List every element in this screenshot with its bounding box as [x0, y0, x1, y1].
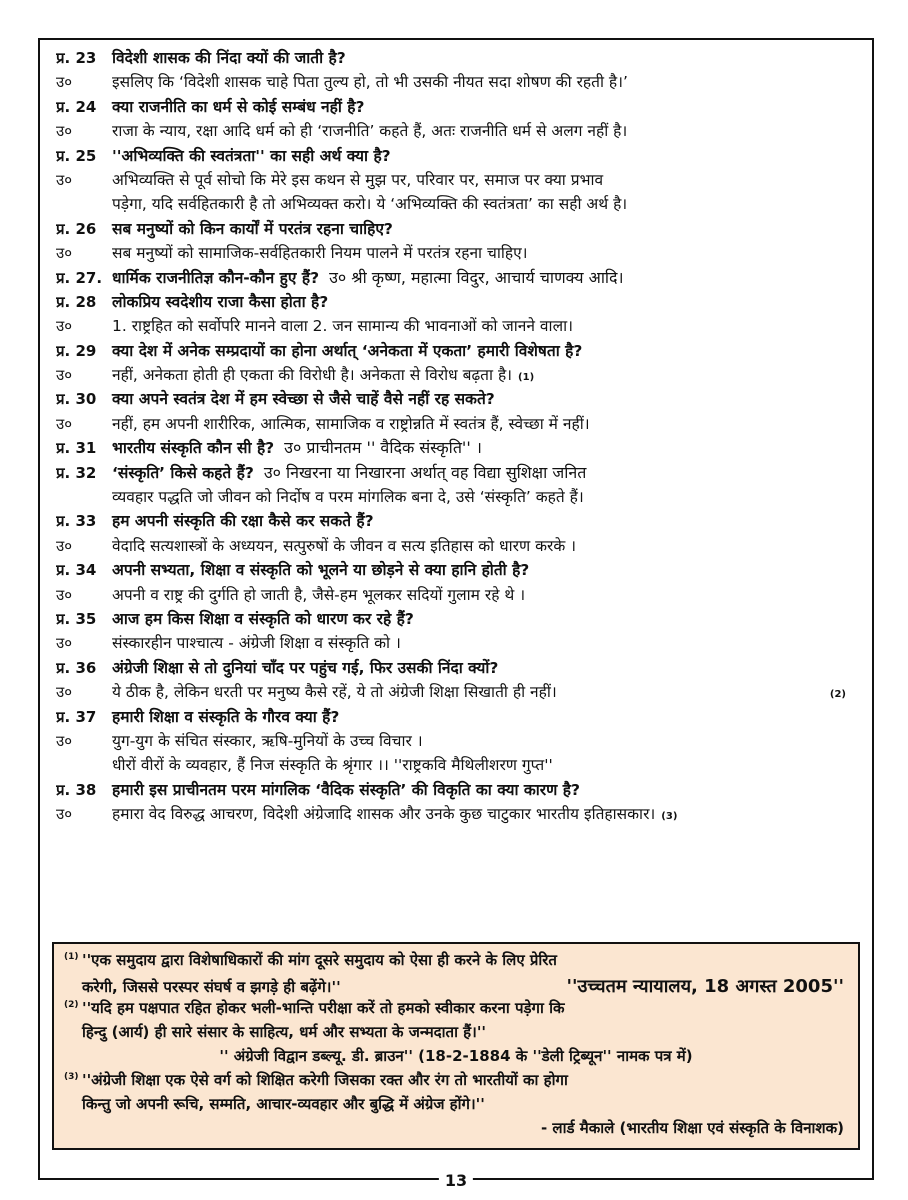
answer-line — [56, 534, 858, 558]
answer-marker: उ० — [56, 414, 73, 433]
footnote-1-text-1: ''एक समुदाय द्वारा विशेषाधिकारों की मांग दूसरे समुदाय को ऐसा ही करने के लिए प्रेरित — [82, 951, 557, 969]
question-number: प्र. 29 — [56, 341, 97, 360]
answer-line — [56, 680, 858, 704]
answer-text: नहीं, अनेकता होती ही एकता की विरोधी है। अनेकता से विरोध बढ़ता है। — [112, 366, 513, 385]
footnote-2-line-2 — [64, 1022, 848, 1046]
question-number: प्र. 33 — [56, 512, 97, 531]
answer-marker: उ० — [56, 536, 73, 555]
question-number: प्र. 37 — [56, 707, 97, 726]
answer-text: धीरों वीरों के व्यवहार, हैं निज संस्कृति के श्रृंगार ।। ''राष्ट्रकवि मैथिलीशरण गुप्त'' — [112, 756, 553, 775]
answer-line — [56, 70, 858, 94]
answer-marker: उ० — [56, 170, 73, 189]
answer-line — [56, 802, 858, 826]
answer-text: वेदादि सत्यशास्त्रों के अध्ययन, सत्पुरुषों के जीवन व सत्य इतिहास को धारण करके । — [112, 536, 577, 555]
answer-line — [56, 729, 858, 753]
question-line — [56, 558, 858, 582]
answer-marker: उ० — [56, 731, 73, 750]
question-text: अंग्रेजी शिक्षा से तो दुनियां चाँद पर पहुंच गई, फिर उसकी निंदा क्यों? — [112, 658, 499, 677]
question-line — [56, 339, 858, 363]
answer-marker: उ० — [56, 122, 73, 141]
question-text: हम अपनी संस्कृति की रक्षा कैसे कर सकते हैं? — [112, 512, 374, 531]
question-text: ''अभिव्यक्ति की स्वतंत्रता'' का सही अर्थ क्या है? — [112, 146, 391, 165]
footnote-2-text-2: हिन्दु (आर्य) ही सारे संसार के साहित्य, धर्म और सभ्यता के जन्मदाता हैं।'' — [82, 1023, 487, 1041]
page-number: 13 — [439, 1171, 473, 1190]
footnote-3-source: - लार्ड मैकाले (भारतीय शिक्षा एवं संस्कृति के विनाशक) — [540, 1119, 844, 1137]
question-text: आज हम किस शिक्षा व संस्कृति को धारण कर रहे हैं? — [112, 609, 414, 628]
footnotes-box — [52, 942, 860, 1150]
footnote-3-line-3 — [64, 1118, 848, 1142]
question-text: विदेशी शासक की निंदा क्यों की जाती है? — [112, 49, 346, 67]
question-number: प्र. 23 — [56, 49, 97, 67]
answer-text: हमारा वेद विरुद्ध आचरण, विदेशी अंग्रेजादि शासक और उनके कुछ चाटुकार भारतीय इतिहासकार। — [112, 805, 656, 824]
answer-text: व्यवहार पद्धति जो जीवन को निर्दोष व परम मांगलिक बना दे, उसे ‘संस्कृति’ कहते हैं। — [112, 488, 584, 507]
question-text: क्या अपने स्वतंत्र देश में हम स्वेच्छा से जैसे चाहें वैसे नहीं रह सकते? — [112, 390, 495, 409]
footnote-1-source: ''उच्चतम न्यायालय, 18 अगस्त 2005'' — [566, 976, 844, 997]
question-text: हमारी इस प्राचीनतम परम मांगलिक ‘वैदिक संस्कृति’ की विकृति का क्या कारण है? — [112, 780, 580, 799]
footnote-1-line-1 — [64, 950, 848, 974]
footnote-2-mark: (2) — [64, 1000, 79, 1010]
question-text: धार्मिक राजनीतिज्ञ कौन-कौन हुए हैं? — [112, 268, 320, 287]
answer-marker: उ० — [56, 317, 73, 336]
question-number: प्र. 38 — [56, 780, 97, 799]
footnote-reference: (2) — [829, 689, 846, 701]
footnote-3-line-2 — [64, 1094, 848, 1118]
question-line — [56, 387, 858, 411]
question-text: भारतीय संस्कृति कौन सी है? — [112, 439, 275, 458]
footnote-1-text-2: करेगी, जिससे परस्पर संघर्ष व झगड़े ही बढ़ेंगे।'' — [82, 978, 341, 996]
answer-marker: उ० — [56, 805, 73, 824]
question-line — [56, 95, 858, 119]
question-number: प्र. 34 — [56, 561, 97, 580]
question-text: अपनी सभ्यता, शिक्षा व संस्कृति को भूलने या छोड़ने से क्या हानि होती है? — [112, 561, 530, 580]
question-text: लोकप्रिय स्वदेशीय राजा कैसा होता है? — [112, 292, 329, 311]
inline-answer-text: उ० श्री कृष्ण, महात्मा विदुर, आचार्य चाणक्य आदि। — [329, 267, 624, 287]
answer-text: पड़ेगा, यदि सर्वहितकारी है तो अभिव्यक्त करो। ये ‘अभिव्यक्ति की स्वतंत्रता’ का सही अर्थ है। — [112, 195, 628, 214]
page-frame — [38, 38, 874, 1190]
question-number: प्र. 28 — [56, 292, 97, 311]
answer-line — [56, 363, 858, 387]
footnote-reference: (1) — [518, 372, 535, 384]
answer-line — [56, 168, 858, 192]
question-number: प्र. 32 — [56, 463, 97, 482]
question-line — [56, 607, 858, 631]
question-line — [56, 656, 858, 680]
answer-line — [56, 314, 858, 338]
question-line — [56, 217, 858, 241]
question-text: ‘संस्कृति’ किसे कहते हैं? — [112, 463, 254, 482]
question-number: प्र. 30 — [56, 390, 97, 409]
answer-marker: उ० — [56, 244, 73, 263]
continuation-line — [56, 753, 858, 777]
footnote-reference: (3) — [661, 811, 678, 823]
answer-text: सब मनुष्यों को सामाजिक-सर्वहितकारी नियम पालने में परतंत्र रहना चाहिए। — [112, 244, 528, 263]
footnote-2-text-1: ''यदि हम पक्षपात रहित होकर भली-भान्ति परीक्षा करें तो हमको स्वीकार करना पड़ेगा कि — [82, 999, 565, 1017]
question-line — [56, 46, 858, 70]
continuation-line — [56, 485, 858, 509]
question-text: सब मनुष्यों को किन कार्यों में परतंत्र रहना चाहिए? — [112, 219, 393, 238]
question-text: क्या देश में अनेक सम्प्रदायों का होना अर्थात् ‘अनेकता में एकता’ हमारी विशेषता है? — [112, 341, 583, 360]
answer-marker: उ० — [56, 73, 73, 92]
question-line — [56, 144, 858, 168]
question-text: क्या राजनीति का धर्म से कोई सम्बंध नहीं है? — [112, 97, 365, 116]
answer-line — [56, 583, 858, 607]
answer-line — [56, 412, 858, 436]
answer-line — [56, 119, 858, 143]
footnote-3-mark: (3) — [64, 1072, 79, 1082]
answer-text: 1. राष्ट्रहित को सर्वोपरि मानने वाला 2. जन सामान्य की भावनाओं को जानने वाला। — [112, 317, 573, 336]
continuation-line — [56, 192, 858, 216]
question-number: प्र. 27. — [56, 268, 103, 287]
question-number: प्र. 25 — [56, 146, 97, 165]
answer-text: नहीं, हम अपनी शारीरिक, आत्मिक, सामाजिक व राष्ट्रोन्नति में स्वतंत्र हैं, स्वेच्छा में नहीं। — [112, 414, 590, 433]
footnote-1-mark: (1) — [64, 952, 79, 962]
answer-marker: उ० — [56, 683, 73, 702]
footnote-3-text-2: किन्तु जो अपनी रूचि, सम्मति, आचार-व्यवहार और बुद्धि में अंग्रेज होंगे।'' — [82, 1095, 485, 1113]
question-number: प्र. 24 — [56, 97, 97, 116]
question-line — [56, 461, 858, 485]
answer-marker: उ० — [56, 634, 73, 653]
question-number: प्र. 35 — [56, 609, 97, 628]
answer-text: इसलिए कि ‘विदेशी शासक चाहे पिता तुल्य हो, तो भी उसकी नीयत सदा शोषण की रहती है।’ — [112, 73, 628, 92]
answer-marker: उ० — [56, 366, 73, 385]
answer-text: अभिव्यक्ति से पूर्व सोचो कि मेरे इस कथन से मुझ पर, परिवार पर, समाज पर क्या प्रभाव — [112, 170, 604, 189]
question-text: हमारी शिक्षा व संस्कृति के गौरव क्या हैं? — [112, 707, 340, 726]
answer-line — [56, 241, 858, 265]
answer-marker: उ० — [56, 585, 73, 604]
question-line — [56, 509, 858, 533]
inline-answer-text: उ० प्राचीनतम '' वैदिक संस्कृति'' । — [284, 438, 482, 458]
question-line — [56, 436, 858, 460]
footnote-2-source: '' अंग्रेजी विद्वान डब्ल्यू. डी. ब्राउन'' (18-2-1884 के ''डेली ट्रिब्यून'' नामक पत्र में) — [219, 1047, 693, 1065]
question-number: प्र. 36 — [56, 658, 97, 677]
inline-answer-text: उ० निखरना या निखारना अर्थात् वह विद्या सुशिक्षा जनित — [263, 462, 587, 482]
question-line — [56, 290, 858, 314]
footnote-3-text-1: ''अंग्रेजी शिक्षा एक ऐसे वर्ग को शिक्षित करेगी जिसका रक्त और रंग तो भारतीयों का होगा — [82, 1071, 568, 1089]
answer-line — [56, 631, 858, 655]
question-number: प्र. 31 — [56, 439, 97, 458]
footnote-1-line-2 — [64, 974, 848, 998]
question-number: प्र. 26 — [56, 219, 97, 238]
question-line — [56, 266, 858, 290]
qa-list — [56, 46, 858, 827]
footnote-2-line-1 — [64, 998, 848, 1022]
answer-text: अपनी व राष्ट्र की दुर्गति हो जाती है, जैसे-हम भूलकर सदियों गुलाम रहे थे । — [112, 585, 526, 604]
answer-text: संस्कारहीन पाश्चात्य - अंग्रेजी शिक्षा व संस्कृति को । — [112, 634, 401, 653]
answer-text: युग-युग के संचित संस्कार, ऋषि-मुनियों के उच्च विचार । — [112, 731, 423, 750]
answer-text: ये ठीक है, लेकिन धरती पर मनुष्य कैसे रहें, ये तो अंग्रेजी शिक्षा सिखाती ही नहीं। — [112, 683, 557, 702]
question-line — [56, 778, 858, 802]
footnote-3-line-1 — [64, 1070, 848, 1094]
footnote-2-line-3 — [64, 1046, 848, 1070]
answer-text: राजा के न्याय, रक्षा आदि धर्म को ही ‘राजनीति’ कहते हैं, अतः राजनीति धर्म से अलग नहीं है। — [112, 122, 628, 141]
question-line — [56, 705, 858, 729]
